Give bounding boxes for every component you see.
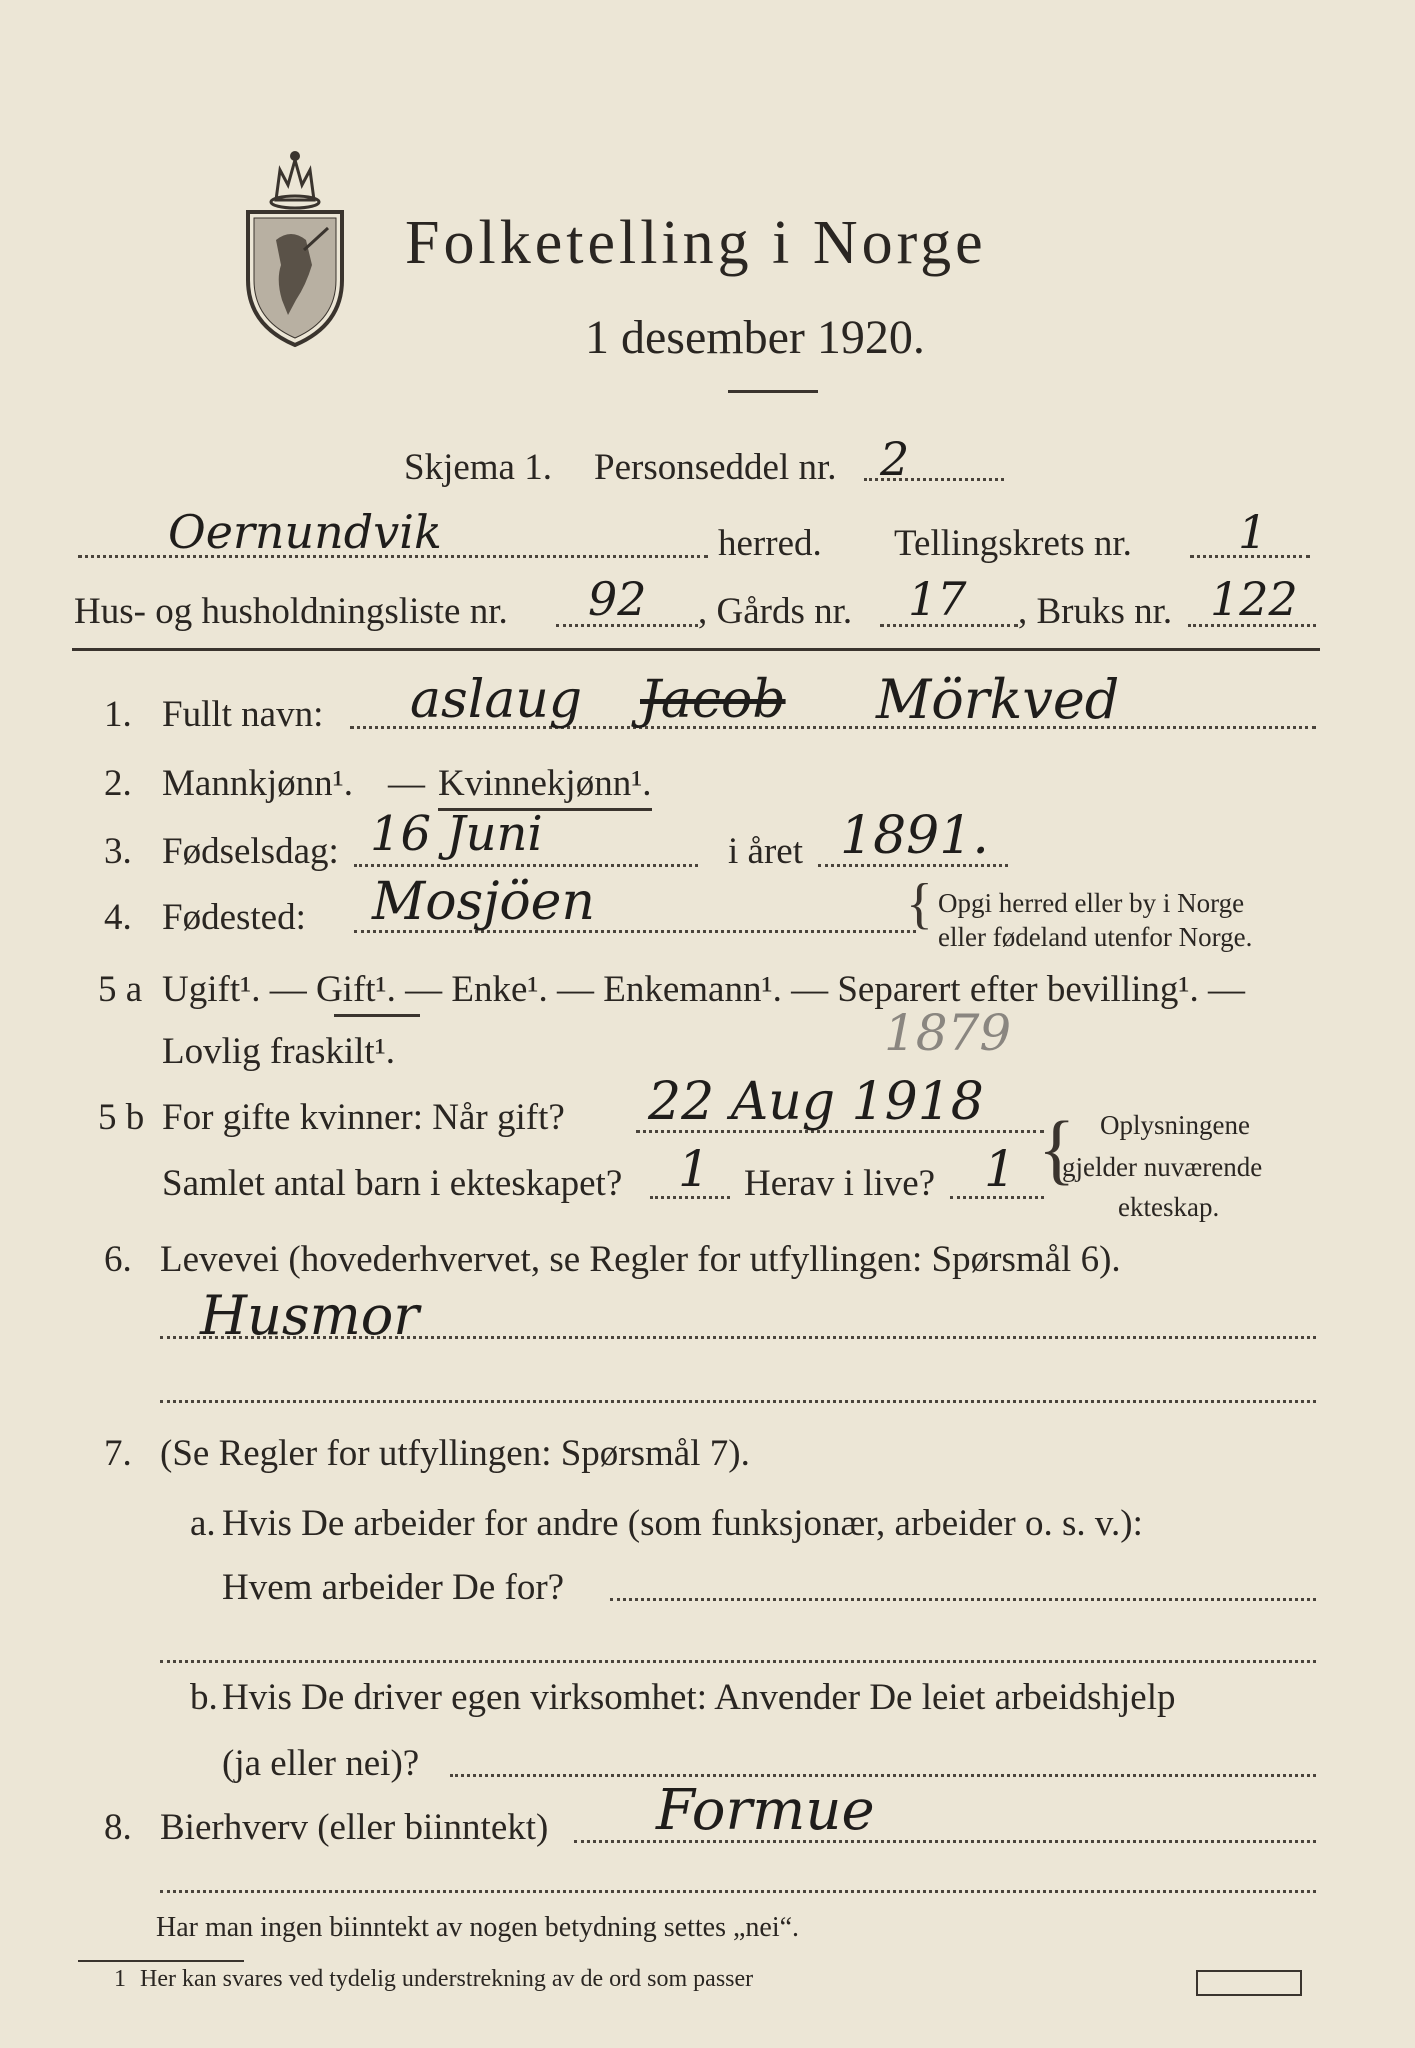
q5b-note-line1: Oplysningene [1100,1110,1250,1140]
q3-label: Fødselsdag: [162,831,339,872]
q7a-line [610,1598,1316,1601]
q4-note-line2: eller fødeland utenfor Norge. [938,922,1253,952]
q5b-value: 22 Aug 1918 [648,1072,984,1132]
q7a-line2: Hvem arbeider De for? [222,1567,565,1608]
q1-number: 1. [104,694,132,735]
title-divider [728,390,818,393]
footer-note: Har man ingen biinntekt av nogen betydning settes „nei“. [156,1912,800,1943]
q4-number: 4. [104,897,132,938]
q4-brace: { [906,873,933,935]
q2-female: Kvinnekjønn¹. [438,763,652,804]
q8-number: 8. [104,1807,132,1848]
q8-line-extra [160,1890,1316,1893]
q3-day-line [354,864,698,867]
gards-label: , Gårds nr. [698,591,853,632]
q8-label: Bierhverv (eller biinntekt) [160,1807,549,1848]
q5b-note-line3: ekteskap. [1118,1192,1220,1222]
q5b-brace: { [1038,1105,1076,1192]
husholdning-value: 92 [588,572,647,626]
tellingskrets-label: Tellingskrets nr. [894,523,1132,564]
q3-year-value: 1891. [840,806,989,866]
q5a-number: 5 a [98,969,143,1010]
form-title: Folketelling i Norge [405,209,987,277]
q7-number: 7. [104,1433,132,1474]
q7a-letter: a. [190,1503,216,1544]
q7b-letter: b. [190,1677,218,1718]
q7-label: (Se Regler for utfyllingen: Spørsmål 7). [160,1433,750,1474]
q6-number: 6. [104,1239,132,1280]
footnote-text: Her kan svares ved tydelig understrekning av de ord som passer [140,1966,754,1992]
personseddel-label: Personseddel nr. [594,447,837,488]
q2-male: Mannkjønn¹. [162,763,353,804]
q5a-options: Ugift¹. — Gift¹. — Enke¹. — Enkemann¹. — Separert efter bevilling¹. — [162,969,1245,1010]
q5a-note: 1879 [884,1004,1012,1062]
footnote-mark: 1 [114,1966,126,1992]
q7a-line-extra [160,1660,1316,1663]
q7b-line2: (ja eller nei)? [222,1743,420,1784]
q2-dash: — [388,763,425,804]
bruks-value: 122 [1210,572,1298,626]
q5b-alive-label: Herav i live? [744,1163,936,1204]
q8-value: Formue [656,1778,875,1843]
q2-number: 2. [104,763,132,804]
q6-value: Husmor [200,1284,420,1347]
q4-label: Fødested: [162,897,306,938]
header-rule [72,648,1320,651]
q7b-line1: Hvis De driver egen virksomhet: Anvender De leiet arbeidshjelp [222,1677,1176,1718]
herred-label: herred. [718,523,822,564]
q5b-alive-value: 1 [984,1140,1016,1198]
q5a-gift-underline [334,1014,420,1017]
footnote-rule [78,1960,244,1962]
q5b-number: 5 b [98,1097,145,1138]
bruks-label: , Bruks nr. [1018,591,1173,632]
q7b-line [450,1774,1316,1777]
q4-value: Mosjöen [372,872,595,932]
q1-last-name: Mörkved [876,668,1120,731]
q6-line2 [160,1400,1316,1403]
q5a-line2: Lovlig fraskilt¹. [162,1031,396,1072]
q5b-note-line2: gjelder nuværende [1062,1152,1263,1182]
q3-year-label: i året [728,831,803,872]
q5b-children-value: 1 [678,1140,710,1198]
coat-of-arms-icon [236,140,354,350]
herred-value: Oernundvik [168,505,442,559]
husholdning-label: Hus- og husholdningsliste nr. [74,591,508,632]
q3-number: 3. [104,831,132,872]
q1-first-name: aslaug [410,670,583,730]
q3-day-value: 16 Juni [370,806,543,862]
q1-struck-name: Jacob [640,670,786,730]
tellingskrets-value: 1 [1238,505,1268,559]
gards-value: 17 [908,572,967,626]
schema-label: Skjema 1. [404,447,552,488]
printer-stamp [1196,1970,1302,1996]
q4-note-line1: Opgi herred eller by i Norge [938,888,1245,918]
personseddel-value: 2 [880,432,910,486]
q5b-children-label: Samlet antal barn i ekteskapet? [162,1163,623,1204]
q6-label: Levevei (hovederhvervet, se Regler for utfyllingen: Spørsmål 6). [160,1239,1121,1280]
q7a-line1: Hvis De arbeider for andre (som funksjonær, arbeider o. s. v.): [222,1503,1143,1544]
q1-label: Fullt navn: [162,694,324,735]
form-date: 1 desember 1920. [585,311,925,364]
q5b-label: For gifte kvinner: Når gift? [162,1097,565,1138]
